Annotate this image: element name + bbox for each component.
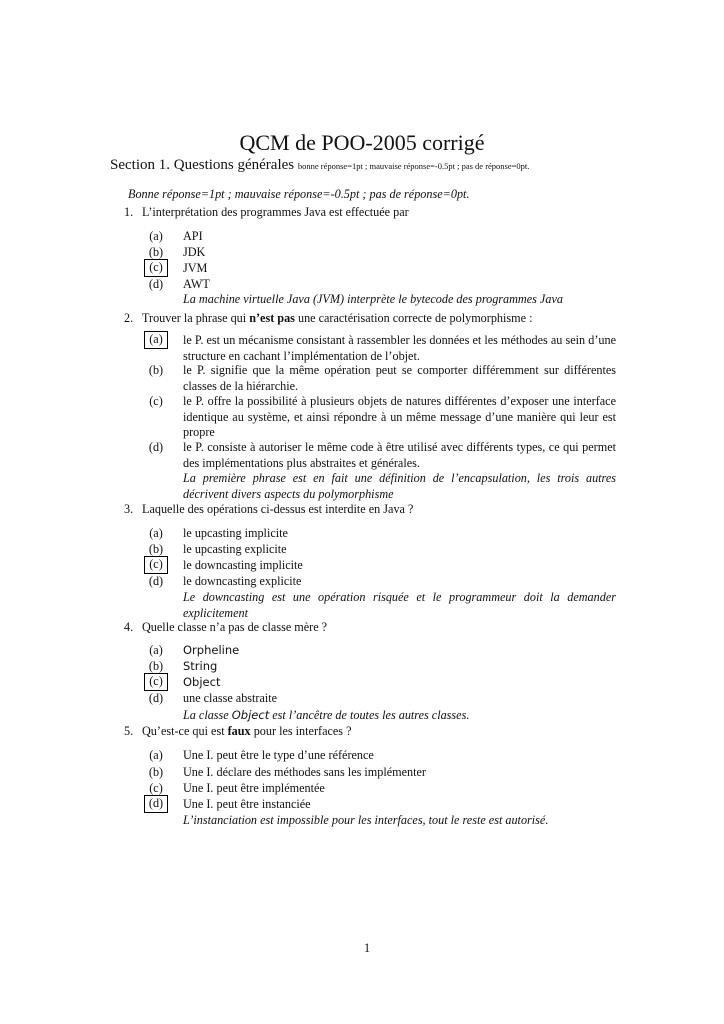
option-label: (c) <box>149 781 163 795</box>
option-label: (a) <box>149 229 163 243</box>
option-2a <box>146 333 616 364</box>
option-label: (b) <box>148 363 164 377</box>
option-label: (b) <box>148 245 164 259</box>
option-text: String <box>183 659 218 673</box>
option-2c <box>146 394 616 441</box>
option-3c <box>146 558 616 574</box>
option-5d <box>146 797 616 813</box>
correct-answer-box: (c) <box>144 673 168 691</box>
option-3b <box>146 542 616 558</box>
answer-note-1: La machine virtuelle Java (JVM) interprète le bytecode des programmes Java <box>183 292 563 306</box>
correct-answer-box: (d) <box>144 795 168 813</box>
answer-note-4 <box>183 708 616 724</box>
option-1a <box>146 229 616 245</box>
option-text: JDK <box>183 245 206 259</box>
option-text: le P. consiste à autoriser le même code à être utilisé avec différents types, ce qui permet des implémentations plus abstraites et générales. <box>183 440 616 470</box>
option-text: JVM <box>183 261 208 275</box>
option-text: le upcasting explicite <box>183 542 287 556</box>
note-code: Object <box>231 708 270 722</box>
question-text: Quelle classe n’a pas de classe mère ? <box>142 620 328 634</box>
section-heading <box>110 157 529 174</box>
question-4 <box>124 620 327 635</box>
option-4b <box>146 659 616 675</box>
correct-answer-box: (c) <box>144 556 168 574</box>
option-label: (a) <box>149 748 163 762</box>
option-5b <box>146 765 616 781</box>
option-text: Object <box>183 675 221 689</box>
option-text: une classe abstraite <box>183 691 278 705</box>
option-label: (b) <box>148 765 164 779</box>
page-number: 1 <box>363 941 371 955</box>
answer-note-2: La première phrase est en fait une définition de l’encapsulation, les trois autres décrivent divers aspects du polymorphisme <box>183 471 616 501</box>
document-title: QCM de POO-2005 corrigé <box>239 130 485 155</box>
option-text: Orpheline <box>183 643 240 657</box>
answer-note-3: Le downcasting est une opération risquée et le programmeur doit la demander explicitement <box>183 590 616 620</box>
question-emphasis: n’est pas <box>249 311 295 325</box>
option-text: le upcasting implicite <box>183 526 288 540</box>
option-label: (d) <box>148 691 164 705</box>
option-1c <box>146 261 616 277</box>
option-text: le P. offre la possibilité à plusieurs objets de natures différentes d’exposer une interface identique au système, et ainsi répondre à un même message d’une manière qui leur est propre <box>183 394 616 439</box>
option-text: le downcasting explicite <box>183 574 302 588</box>
correct-answer-box: (c) <box>144 259 168 277</box>
option-4a <box>146 643 616 659</box>
section-scoring: bonne réponse=1pt ; mauvaise réponse=-0.5pt ; pas de réponse=0pt. <box>297 161 530 171</box>
option-5a <box>146 748 616 764</box>
answer-note-5: L’instanciation est impossible pour les interfaces, tout le reste est autorisé. <box>183 813 549 827</box>
note-text-end: est l’ancêtre de toutes les autres classes. <box>272 708 470 722</box>
option-1b <box>146 245 616 261</box>
option-text: Une I. peut être implémentée <box>183 781 325 795</box>
option-text: le P. signifie que la même opération peut se comporter différemment sur différentes classes de la hiérarchie. <box>183 363 616 393</box>
question-2 <box>124 311 532 326</box>
option-label: (d) <box>148 277 164 291</box>
option-text: Une I. déclare des méthodes sans les implémenter <box>183 765 426 779</box>
scoring-intro: Bonne réponse=1pt ; mauvaise réponse=-0.5pt ; pas de réponse=0pt. <box>128 187 470 201</box>
question-number: 3. <box>124 502 134 516</box>
option-2b <box>146 363 616 394</box>
question-5 <box>124 724 352 739</box>
option-4c <box>146 675 616 691</box>
question-number: 2. <box>124 311 134 325</box>
option-text: API <box>183 229 203 243</box>
option-text: le downcasting implicite <box>183 558 303 572</box>
question-text: Qu’est-ce qui est <box>142 724 225 738</box>
option-label: (d) <box>148 440 164 454</box>
option-label: (a) <box>149 643 163 657</box>
option-5c <box>146 781 616 797</box>
option-label: (b) <box>148 542 164 556</box>
question-number: 4. <box>124 620 134 634</box>
correct-answer-box: (a) <box>144 331 168 349</box>
question-number: 5. <box>124 724 134 738</box>
option-label: (a) <box>149 526 163 540</box>
option-label: (b) <box>148 659 164 673</box>
option-text: Une I. peut être instanciée <box>183 797 311 811</box>
note-text: La classe <box>183 708 229 722</box>
option-text: le P. est un mécanisme consistant à rassembler les données et les méthodes au sein d’une structure en cachant l’implémentation de l’objet. <box>183 333 616 363</box>
question-text-end: pour les interfaces ? <box>253 724 352 738</box>
question-text: Trouver la phrase qui <box>142 311 247 325</box>
option-text: Une I. peut être le type d’une référence <box>183 748 374 762</box>
question-3 <box>124 502 413 517</box>
question-text-end: une caractérisation correcte de polymorphisme : <box>297 311 533 325</box>
section-title: Section 1. Questions générales <box>110 157 295 173</box>
question-text: L’interprétation des programmes Java est effectuée par <box>142 205 409 219</box>
option-3a <box>146 526 616 542</box>
option-label: (d) <box>148 574 164 588</box>
question-emphasis: faux <box>227 724 251 738</box>
option-text: AWT <box>183 277 210 291</box>
question-text: Laquelle des opérations ci-dessus est interdite en Java ? <box>142 502 414 516</box>
option-3d <box>146 574 616 590</box>
question-1 <box>124 205 409 220</box>
option-4d <box>146 691 616 707</box>
option-1d <box>146 277 616 293</box>
option-2d <box>146 440 616 471</box>
question-number: 1. <box>124 205 134 219</box>
option-label: (c) <box>149 394 163 408</box>
